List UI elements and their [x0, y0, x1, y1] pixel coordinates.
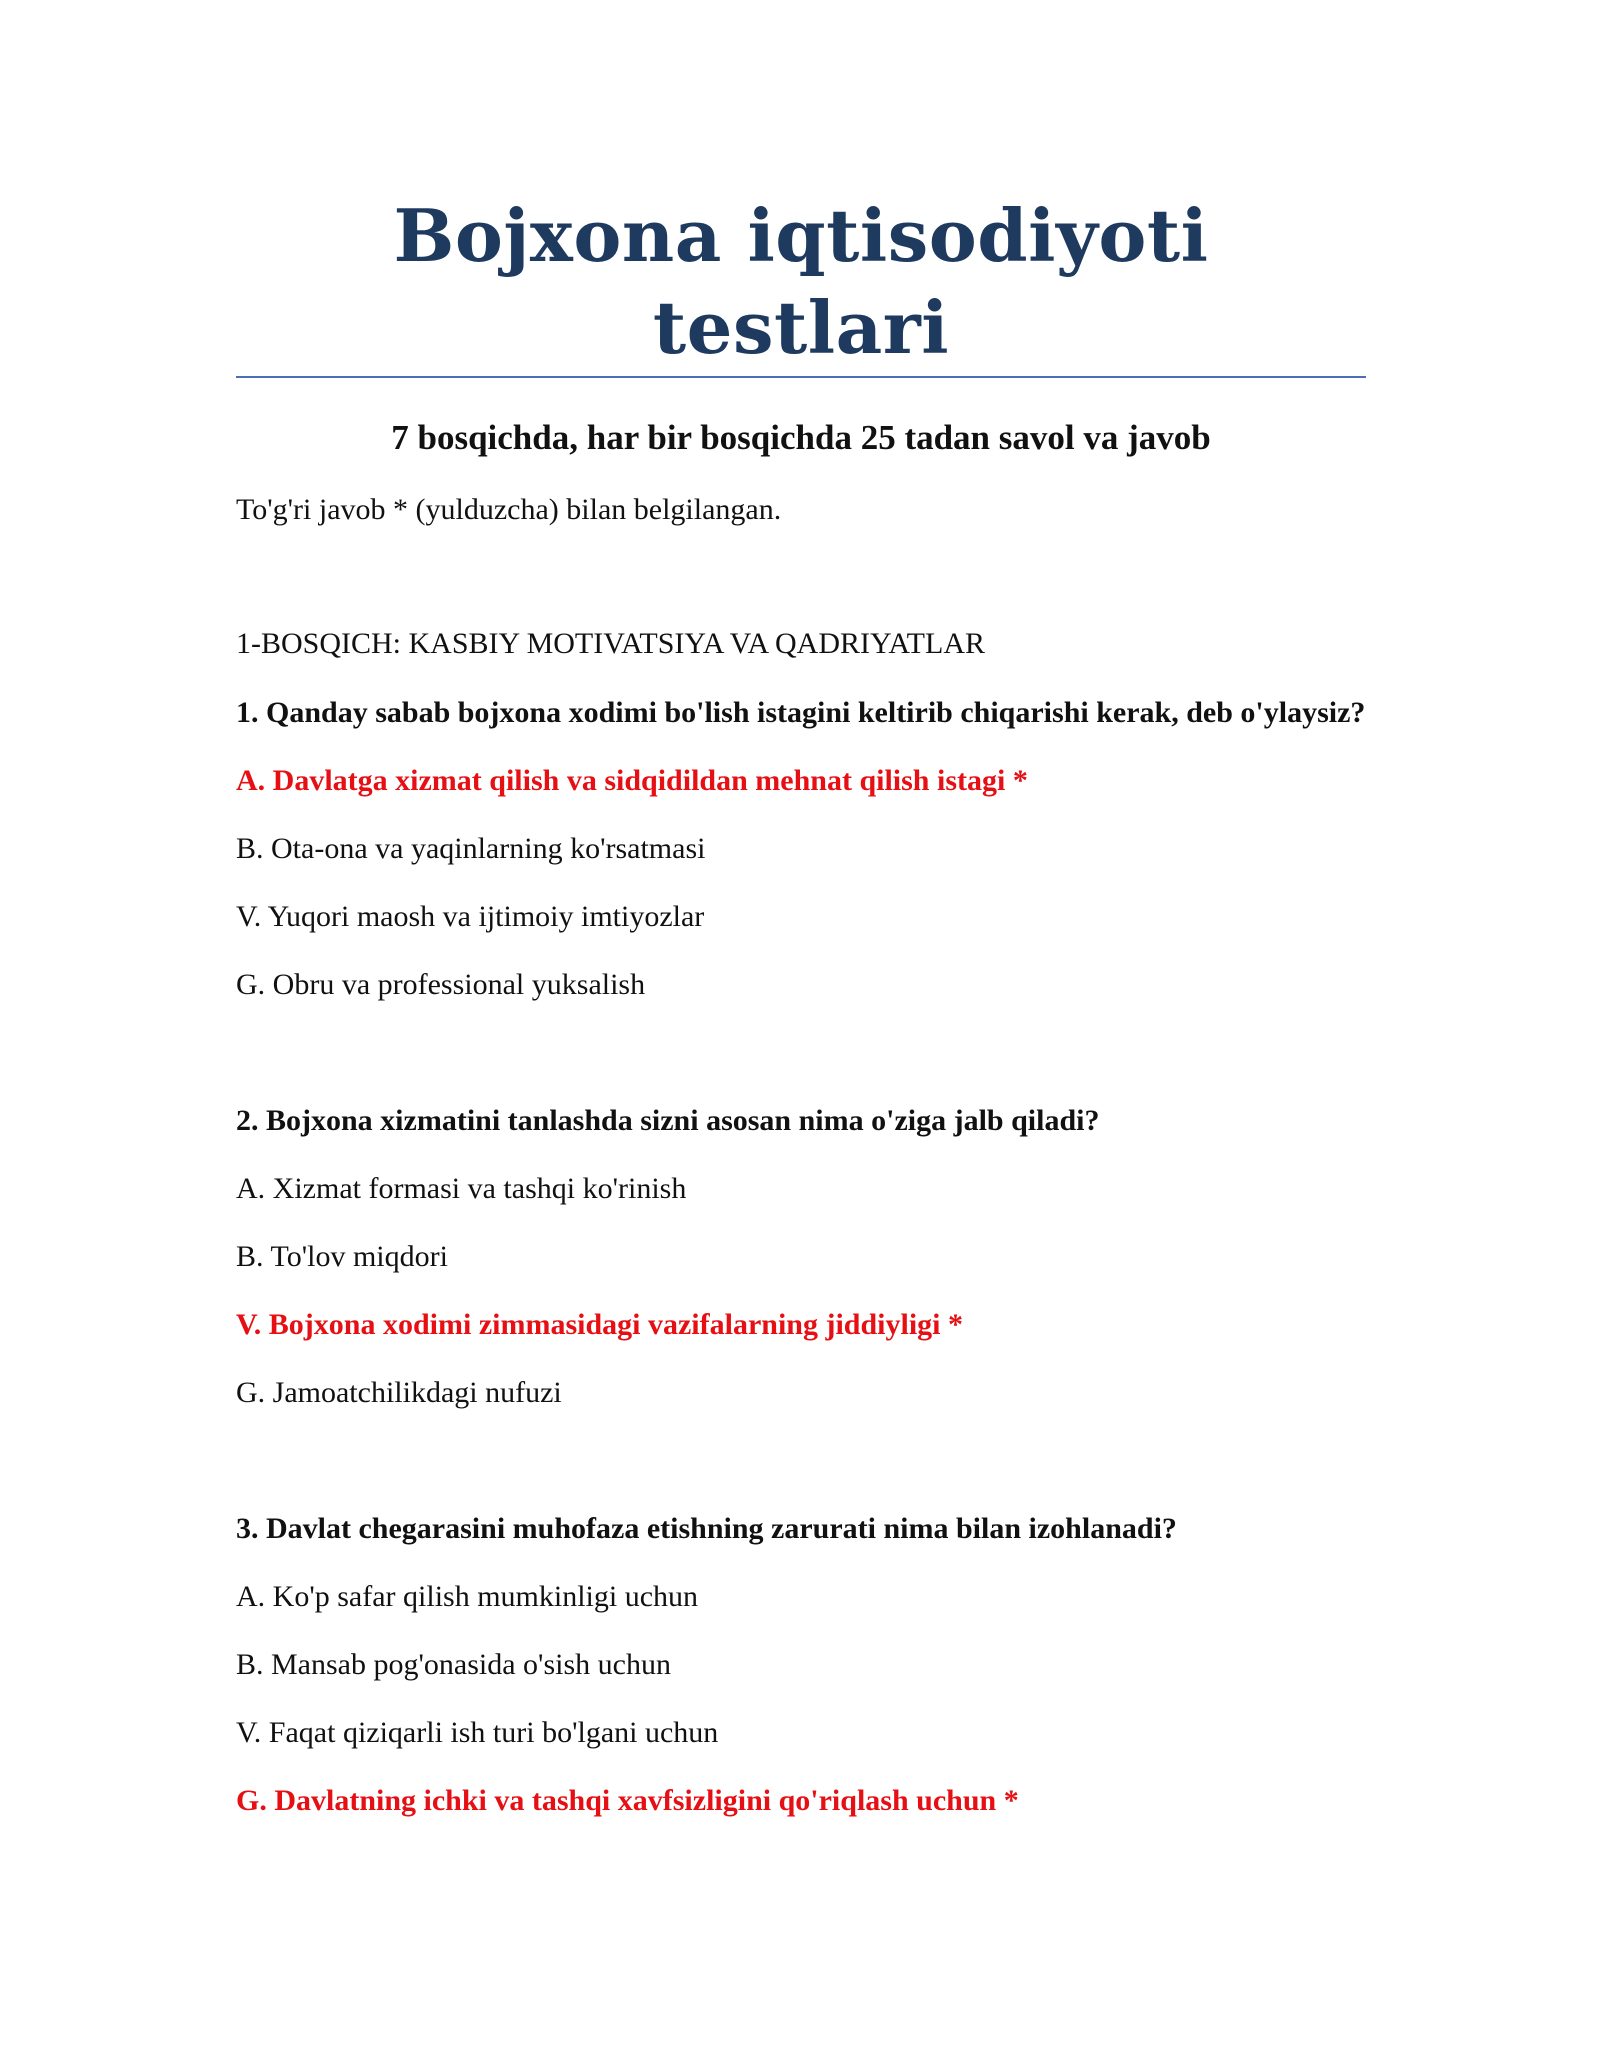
option-a: A. Ko'p safar qilish mumkinligi uchun [236, 1580, 699, 1613]
option-g: G. Obru va professional yuksalish [236, 968, 646, 1001]
question-2 [236, 1100, 1366, 1414]
question-3 [236, 1508, 1366, 1822]
option-a-correct: A. Davlatga xizmat qilish va sidqidildan mehnat qilish istagi * [236, 764, 1028, 797]
question-text: 3. Davlat chegarasini muhofaza etishning zarurati nima bilan izohlanadi? [236, 1512, 1177, 1545]
title-divider [236, 376, 1366, 378]
question-text: 1. Qanday sabab bojxona xodimi bo'lish istagini keltirib chiqarishi kerak, deb o'ylaysiz? [236, 696, 1366, 729]
answer-key-note: To'g'ri javob * (yulduzcha) bilan belgilangan. [236, 493, 782, 526]
page-subtitle: 7 bosqichda, har bir bosqichda 25 tadan savol va javob [391, 418, 1211, 457]
document-body [236, 190, 1366, 1822]
option-g: G. Jamoatchilikdagi nufuzi [236, 1376, 562, 1409]
page-title: Bojxona iqtisodiyoti testlari [393, 193, 1209, 370]
option-b: B. Ota-ona va yaqinlarning ko'rsatmasi [236, 832, 706, 865]
option-a: A. Xizmat formasi va tashqi ko'rinish [236, 1172, 687, 1205]
option-v: V. Faqat qiziqarli ish turi bo'lgani uchun [236, 1716, 719, 1749]
option-v-correct: V. Bojxona xodimi zimmasidagi vazifalarning jiddiyligi * [236, 1308, 964, 1341]
question-1 [236, 692, 1366, 1006]
question-text: 2. Bojxona xizmatini tanlashda sizni asosan nima o'ziga jalb qiladi? [236, 1104, 1100, 1137]
stage-heading: 1-BOSQICH: KASBIY MOTIVATSIYA VA QADRIYATLAR [236, 627, 985, 660]
option-b: B. To'lov miqdori [236, 1240, 448, 1273]
option-b: B. Mansab pog'onasida o'sish uchun [236, 1648, 671, 1681]
option-v: V. Yuqori maosh va ijtimoiy imtiyozlar [236, 900, 705, 933]
option-g-correct: G. Davlatning ichki va tashqi xavfsizligini qo'riqlash uchun * [236, 1784, 1019, 1817]
